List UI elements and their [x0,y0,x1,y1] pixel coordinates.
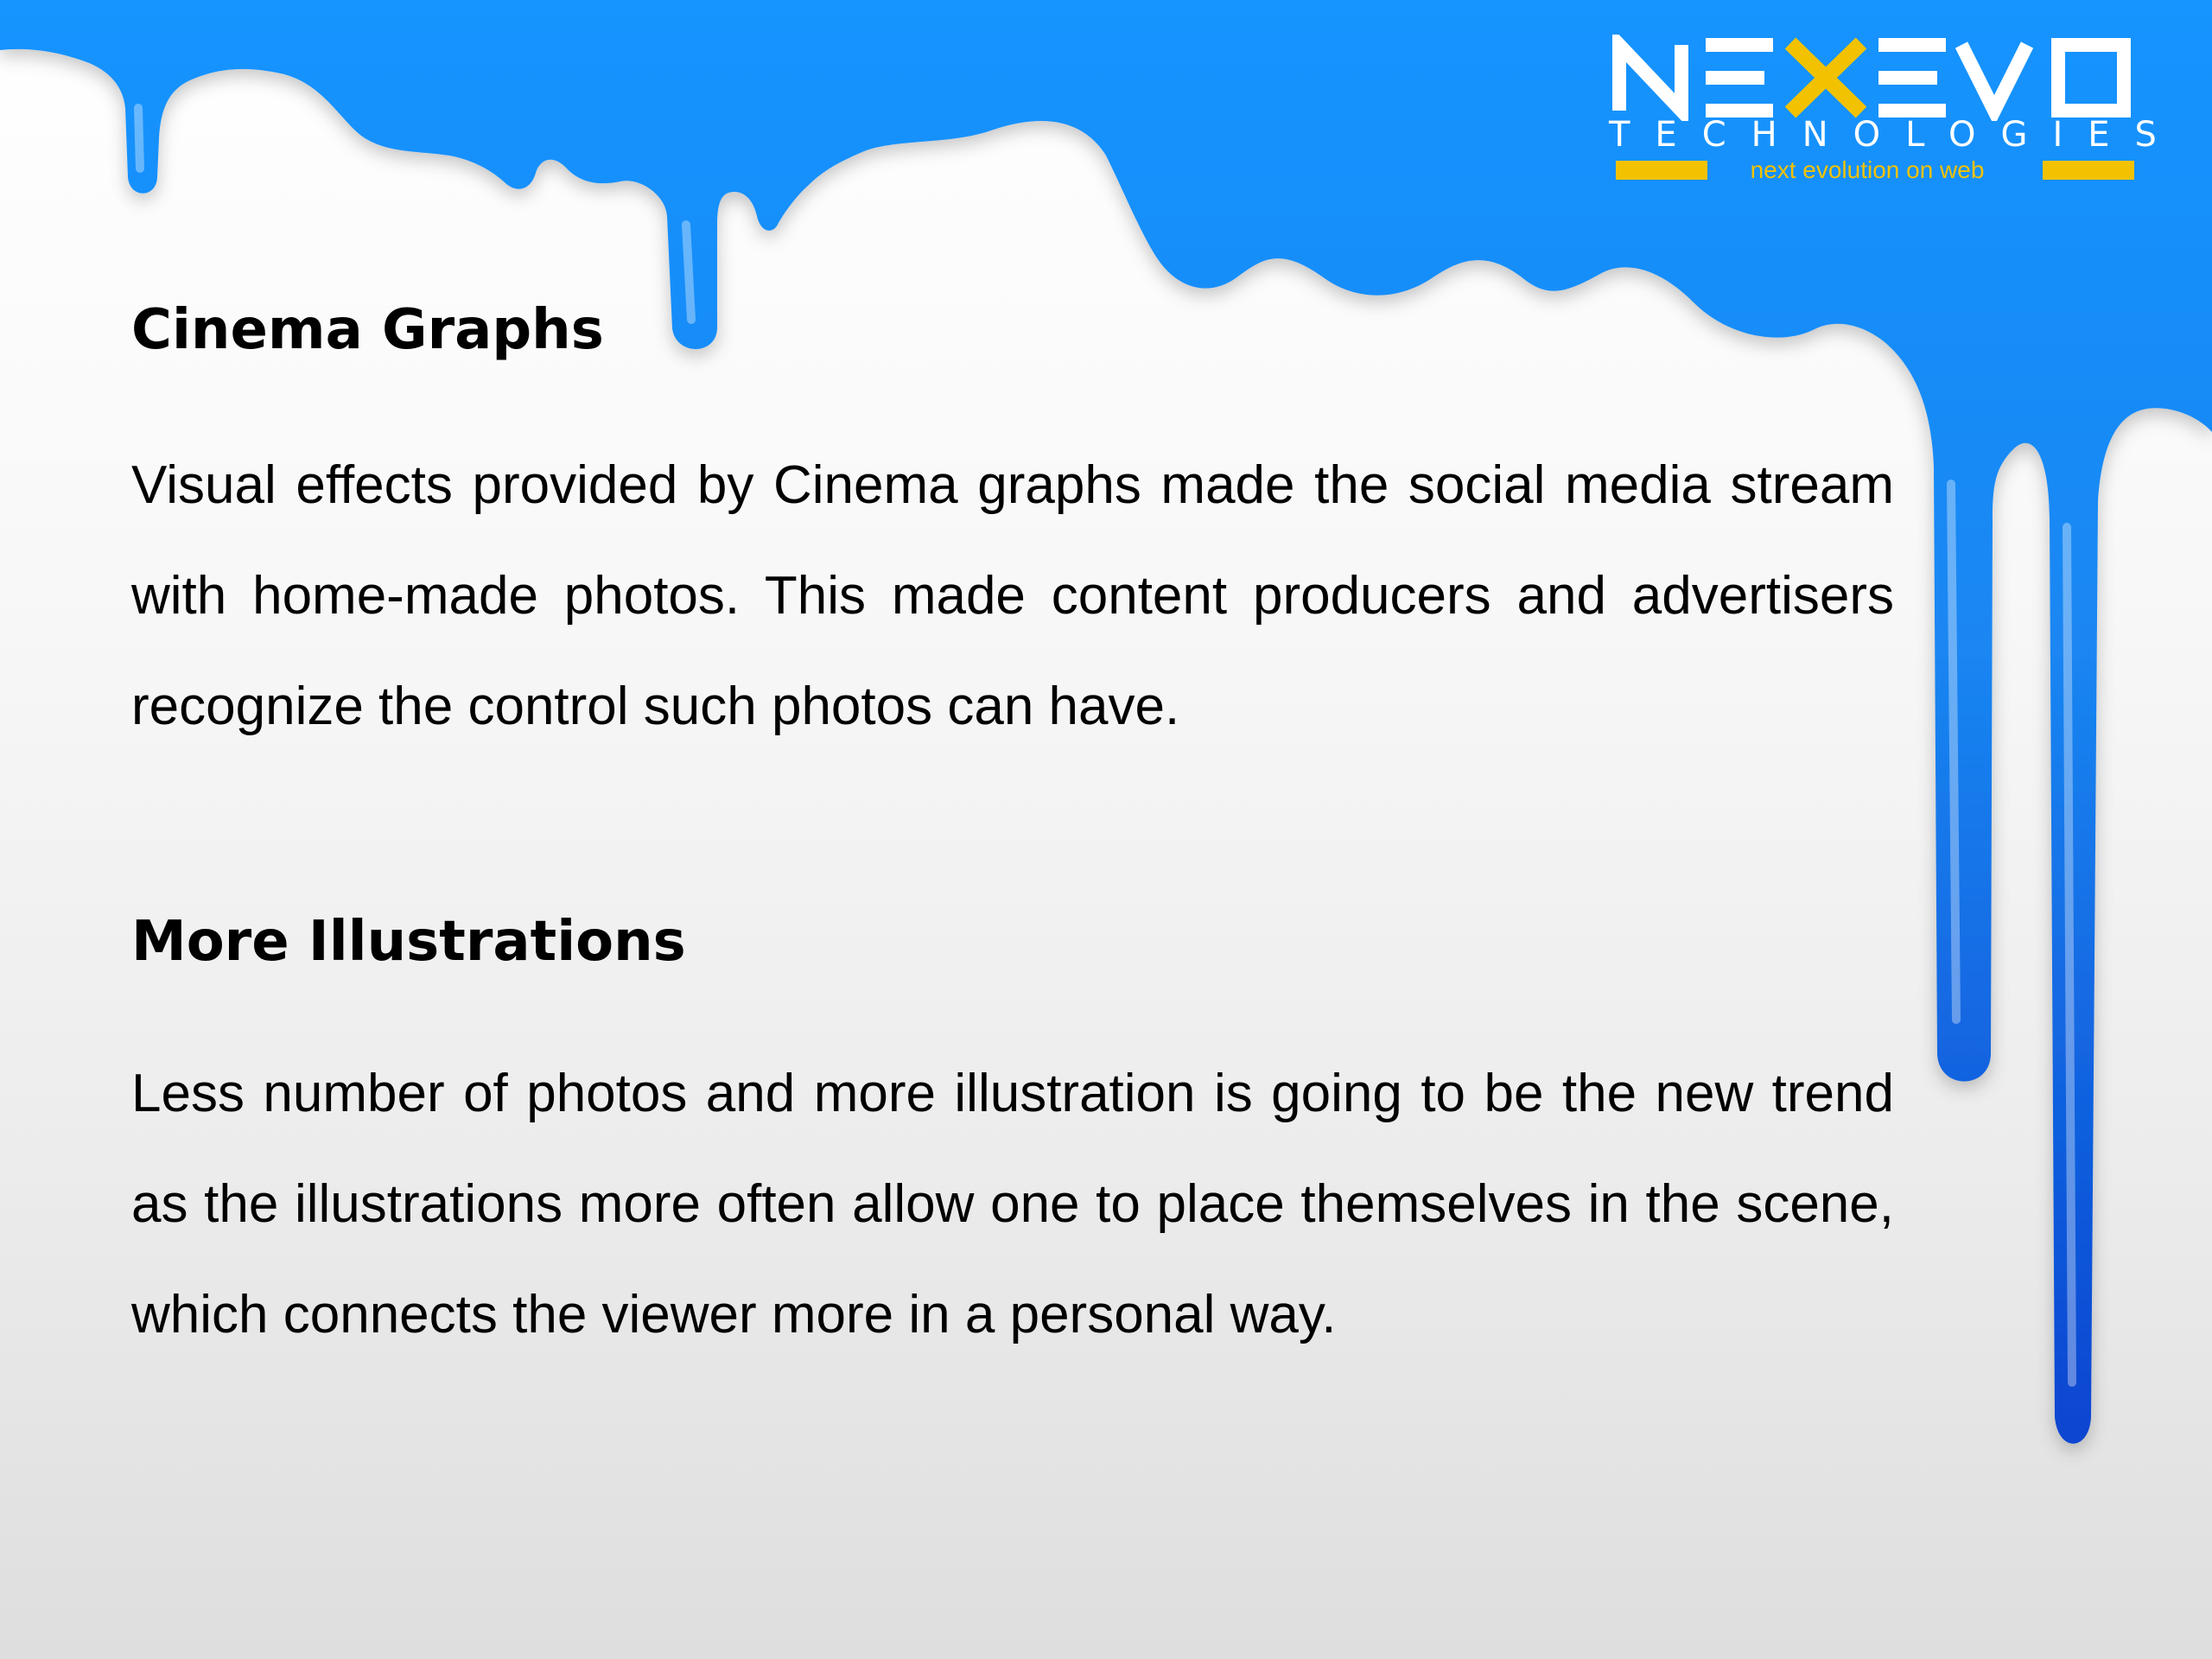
section-heading-cinema-graphs: Cinema Graphs [131,298,604,362]
nexevo-logo-wordmark [1609,35,2134,121]
section-body-cinema-graphs: Visual effects provided by Cinema graphs made the social media stream with home-made photos. This made content producers and advertisers recognize the control such photos can have. [131,455,1894,736]
section-heading-more-illustrations: More Illustrations [131,910,686,974]
nexevo-technologies-logo [1609,35,2182,190]
logo-right-bar [2043,161,2134,180]
logo-subtitle: TECHNOLOGIES [1609,115,2182,155]
section-body-more-illustrations: Less number of photos and more illustration is going to be the new trend as the illustrations more often allow one to place themselves in the scene, which connects the viewer more in a personal way. [131,1064,1894,1344]
logo-left-bar [1616,161,1707,180]
logo-tagline: next evolution on web [1750,156,1985,183]
